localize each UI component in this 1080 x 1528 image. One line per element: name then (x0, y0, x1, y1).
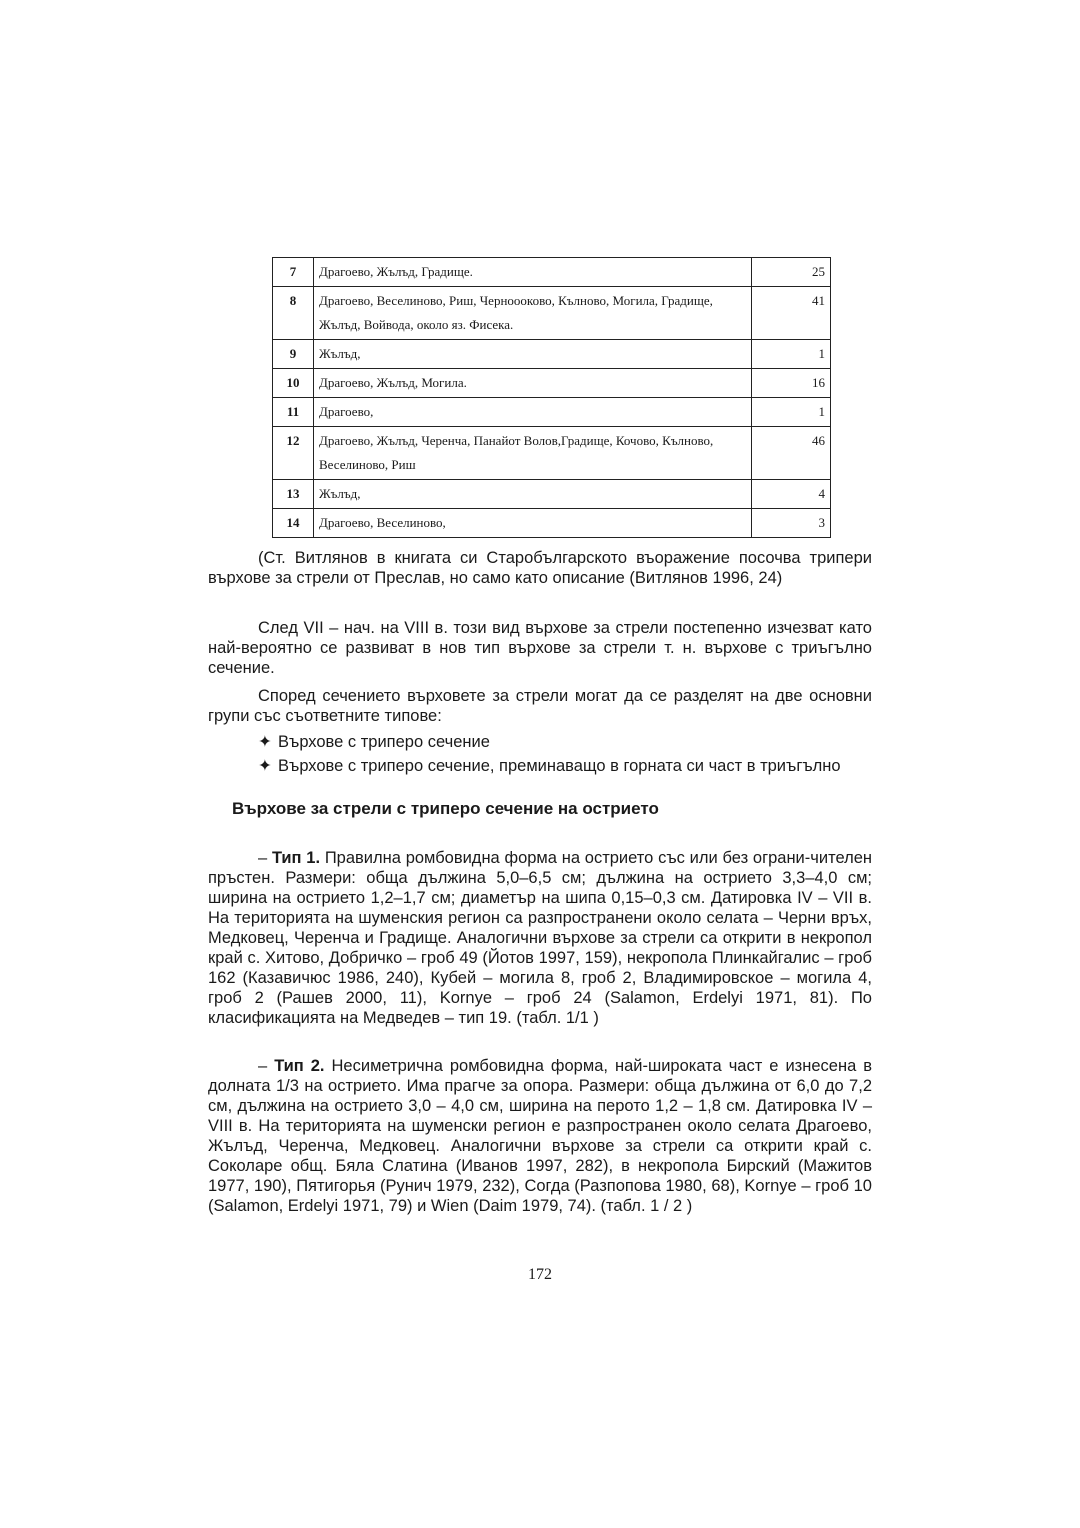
bullet-text: Върхове с триперо сечение (278, 733, 490, 751)
section-heading: Върхове за стрели с триперо сечение на острието (232, 799, 659, 818)
sites-cell: Драгоево, Жълъд, Могила. (314, 369, 752, 398)
count-cell: 1 (752, 398, 831, 427)
dash: – (258, 849, 272, 867)
table-row (273, 369, 831, 398)
type-number: 9 (273, 340, 314, 369)
bullet-item (258, 756, 841, 776)
paragraph-type-1 (208, 848, 872, 1028)
count-cell: 25 (752, 258, 831, 287)
count-cell: 16 (752, 369, 831, 398)
type-number: 8 (273, 287, 314, 340)
bullet-item (258, 732, 490, 752)
dash: – (258, 1057, 275, 1075)
table-row (273, 480, 831, 509)
paragraph-vitlyanov: (Ст. Витлянов в книгата си Старобългарското въоражение посочва трипери върхове за стрели от Преслав, но само като описание (Витлянов 1996, 24) (208, 549, 872, 587)
type-number: 13 (273, 480, 314, 509)
type-number: 12 (273, 427, 314, 480)
table-row (273, 287, 831, 340)
sites-cell: Драгоево, (314, 398, 752, 427)
star-bullet-icon: ✦ (258, 757, 272, 775)
sites-table (272, 257, 831, 538)
type-1-label: Тип 1. (271, 849, 321, 867)
type-number: 11 (273, 398, 314, 427)
count-cell: 3 (752, 509, 831, 538)
table-row (273, 258, 831, 287)
table-row (273, 398, 831, 427)
bullet-text: Върхове с триперо сечение, преминаващо в горната си част в триъгълно (278, 757, 841, 775)
table-row (273, 509, 831, 538)
type-number: 7 (273, 258, 314, 287)
sites-cell: Жълъд, (314, 340, 752, 369)
type-number: 10 (273, 369, 314, 398)
paragraph-type-2 (208, 1056, 872, 1216)
paragraph-decline: След VII – нач. на VIII в. този вид върхове за стрели постепенно изчезват като най-вероятно се развиват в нов тип върхове за стрели т. н. върхове с триъгълно сечение. (208, 619, 872, 677)
table-row (273, 340, 831, 369)
sites-cell: Драгоево, Жълъд, Градище. (314, 258, 752, 287)
count-cell: 46 (752, 427, 831, 480)
count-cell: 41 (752, 287, 831, 340)
sites-cell: Драгоево, Веселиново, (314, 509, 752, 538)
type-2-text: Несиметрична ромбовидна форма, най-широката част е изнесена в долната 1/3 на острието. Има прагче за опора. Размери: обща дължина от 6,0 до 7,2 см, дължина на острието 3,0 – 4,0 см, ширина на перото 1,2 – 1,8 см. Датировка IV – VIII в. На територията на шуменски регион е разпространен около селата Драгоево, Жълъд, Черенча, Медковец. Аналогични върхове за стрели са открити край с. Соколаре общ. Бяла Слатина (Иванов 1997, 282), в некропола Бирский (Мажитов 1977, 190), Пятигорья (Рунич 1979, 232), Согда (Разпопова 1980, 68), Kornye – гроб 10 (Salamon, Erdelyi 1971, 79) и Wien (Daim 1979, 74). (табл. 1 / 2 ) (208, 1057, 873, 1215)
count-cell: 1 (752, 340, 831, 369)
type-2-label: Тип 2. (274, 1057, 325, 1075)
count-cell: 4 (752, 480, 831, 509)
sites-cell: Драгоево, Веселиново, Риш, Черноооково, Кълново, Могила, Градище, Жълъд, Войвода, около яз. Фисека. (314, 287, 752, 340)
type-number: 14 (273, 509, 314, 538)
star-bullet-icon: ✦ (258, 733, 272, 751)
paragraph-classification: Според сечението върховете за стрели могат да се разделят на две основни групи със съответните типове: (208, 687, 872, 725)
table-row (273, 427, 831, 480)
sites-cell: Жълъд, (314, 480, 752, 509)
type-1-text: Правилна ромбовидна форма на острието със или без ограни-чителен пръстен. Размери: обща дължина 5,0–6,5 см; дължина на острието 3,3–4,0 см; ширина на острието 1,2–1,7 см; диаметър на шипа 0,15–0,3 см. Датировка IV – VII в. На територията на шуменския регион са разпространени около селата – Черни връх, Медковец, Черенча и Градище. Аналогични върхове за стрели са открити в некропол край с. Хитово, Добричко – гроб 49 (Йотов 1997, 159), некропола Плинкайгалис – гроб 162 (Казавичюс 1986, 240), Кубей – могила 8, гроб 2, Владимировское – могила 4, гроб 2 (Рашев 2000, 11), Kornye – гроб 24 (Salamon, Erdelyi 1971, 81). По класификацията на Медведев – тип 19. (табл. 1/1 ) (208, 849, 873, 1027)
sites-cell: Драгоево, Жълъд, Черенча, Панайот Волов,Градище, Кочово, Кълново, Веселиново, Риш (314, 427, 752, 480)
page-number: 172 (528, 1266, 552, 1283)
